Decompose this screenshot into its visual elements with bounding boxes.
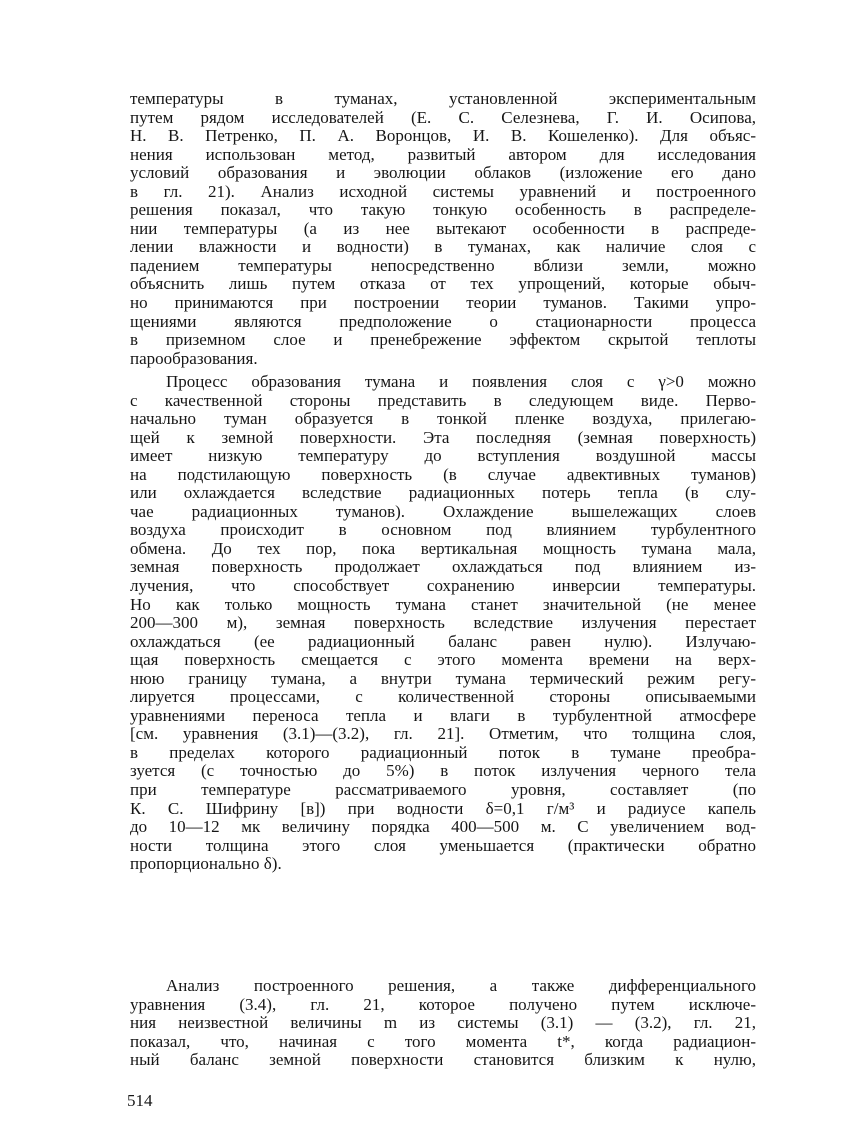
text-line: в пределах которого радиационный поток в тумане преобра- (130, 742, 756, 762)
text-line: 200—300 м), земная поверхность вследствие излучения перестает (130, 613, 756, 633)
text-line: на подстилающую поверхность (в случае адвективных туманов) (130, 464, 756, 484)
text-line: Н. В. Петренко, П. А. Воронцов, И. В. Кошеленко). Для объяс- (130, 126, 756, 146)
text-line: парообразования. (130, 348, 258, 368)
text-line: температуры в туманах, установленной экспериментальным (130, 89, 756, 108)
text-line: охлаждаться (ее радиационный баланс равен нулю). Излучаю- (130, 631, 756, 651)
text-line: Но как только мощность тумана станет значительной (не менее (130, 594, 756, 614)
text-line: путем рядом исследователей (Е. С. Селезнева, Г. И. Осипова, (130, 107, 756, 127)
text-line: показал, что, начиная с того момента t*, когда радиацион- (130, 1031, 756, 1051)
text-line: лируется процессами, с количественной стороны описываемыми (130, 687, 756, 707)
text-line: нии температуры (а из нее вытекают особенности в распреде- (130, 218, 756, 238)
text-line: условий образования и эволюции облаков (изложение его дано (130, 163, 756, 183)
text-line: пропорционально δ). (130, 854, 282, 874)
text-line: или охлаждается вследствие радиационных потерь тепла (в слу- (130, 483, 756, 503)
paragraph-2 (130, 373, 756, 874)
text-line: объяснить лишь путем отказа от тех упрощений, которые обыч- (130, 274, 756, 294)
text-line: обмена. До тех пор, пока вертикальная мощность тумана мала, (130, 538, 756, 558)
text-line: щениями являются предположение о стационарности процесса (130, 311, 756, 331)
text-line: щая поверхность смещается с этого момента времени на верх- (130, 650, 756, 670)
text-line: решения показал, что такую тонкую особенность в распределе- (130, 200, 756, 220)
text-line: зуется (с точностью до 5%) в поток излучения черного тела (130, 761, 756, 781)
text-line: падением температуры непосредственно вблизи земли, можно (130, 255, 756, 275)
text-line: уравнениями переноса тепла и влаги в турбулентной атмосфере (130, 705, 756, 725)
text-line: ния неизвестной величины m из системы (3.1) — (3.2), гл. 21, (130, 1013, 756, 1033)
page-number: 514 (127, 1091, 153, 1110)
text-line: щей к земной поверхности. Эта последняя (земная поверхность) (130, 427, 756, 447)
text-line: но принимаются при построении теории туманов. Такими упро- (130, 293, 756, 313)
text-line: нюю границу тумана, а внутри тумана термический режим регу- (130, 668, 756, 688)
text-line: чае радиационных туманов). Охлаждение вышележащих слоев (130, 501, 756, 521)
paragraph-1 (130, 90, 756, 368)
text-line: лении влажности и водности) в туманах, как наличие слоя с (130, 237, 756, 257)
text-line: [см. уравнения (3.1)—(3.2), гл. 21]. Отметим, что толщина слоя, (130, 724, 756, 744)
text-line: Анализ построенного решения, а также дифференциального (166, 976, 756, 995)
text-line: имеет низкую температуру до вступления воздушной массы (130, 446, 756, 466)
paragraph-3 (130, 977, 756, 1070)
text-line: воздуха происходит в основном под влиянием турбулентного (130, 520, 756, 540)
text-line: нения использован метод, развитый автором для исследования (130, 144, 756, 164)
text-line: земная поверхность продолжает охлаждаться под влиянием из- (130, 557, 756, 577)
text-line: ный баланс земной поверхности становится близким к нулю, (130, 1050, 756, 1070)
text-line: с качественной стороны представить в следующем виде. Перво- (130, 390, 756, 410)
text-line: ности толщина этого слоя уменьшается (практически обратно (130, 835, 756, 855)
text-line: в приземном слое и пренебрежение эффектом скрытой теплоты (130, 330, 756, 350)
text-line: К. С. Шифрину [в]) при водности δ=0,1 г/м³ и радиусе капель (130, 798, 756, 818)
text-line: Процесс образования тумана и появления слоя с γ>0 можно (166, 372, 756, 391)
text-line: начально туман образуется в тонкой пленке воздуха, прилегаю- (130, 409, 756, 429)
text-line: до 10—12 мк величину порядка 400—500 м. С увеличением вод- (130, 817, 756, 837)
text-line: уравнения (3.4), гл. 21, которое получено путем исключе- (130, 994, 756, 1014)
text-line: лучения, что способствует сохранению инверсии температуры. (130, 576, 756, 596)
text-line: в гл. 21). Анализ исходной системы уравнений и построенного (130, 181, 756, 201)
text-line: при температуре рассматриваемого уровня, составляет (по (130, 780, 756, 800)
